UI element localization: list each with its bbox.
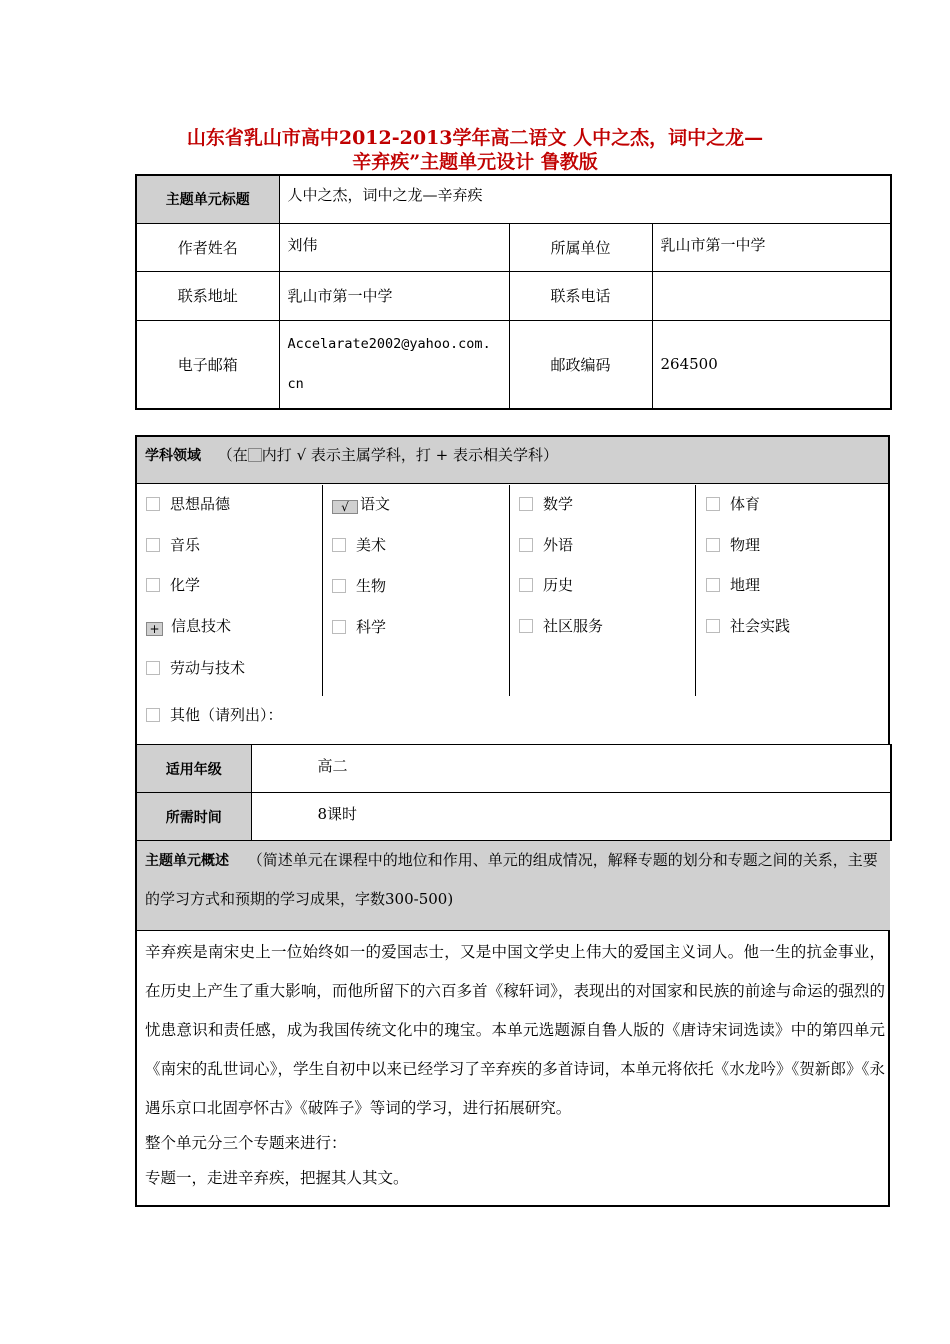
author-value: 刘伟 [279, 223, 509, 271]
checkbox-icon[interactable] [146, 708, 160, 722]
subject-option[interactable] [706, 494, 760, 514]
checkbox-icon[interactable] [146, 661, 160, 675]
checkbox-icon[interactable] [519, 578, 533, 592]
subject-label: 地理 [730, 576, 761, 594]
subject-label: 科学 [356, 618, 387, 636]
address-label: 联系地址 [136, 271, 279, 320]
checkbox-icon[interactable] [519, 538, 533, 552]
document-title-line-2: 辛弃疾”主题单元设计 鲁教版 [352, 151, 598, 173]
time-value: 8课时 [251, 793, 891, 841]
checkbox-icon[interactable] [519, 497, 533, 511]
subject-option[interactable] [146, 575, 200, 595]
subject-label: 社会实践 [730, 617, 791, 635]
subject-option[interactable] [706, 535, 760, 555]
summary-header [137, 841, 890, 931]
subject-option[interactable] [332, 576, 386, 596]
subject-option[interactable] [519, 535, 573, 555]
address-value: 乳山市第一中学 [279, 271, 509, 320]
checkbox-sample-icon [248, 448, 262, 462]
info-table [135, 174, 892, 410]
subject-option[interactable] [146, 658, 245, 678]
subject-option[interactable] [519, 494, 573, 514]
subject-area-header [137, 437, 888, 484]
checkbox-icon[interactable] [706, 538, 720, 552]
summary-paragraph: 辛弃疾是南宋史上一位始终如一的爱国志士，又是中国文学史上伟大的爱国主义词人。他一生的抗金事业，在历史上产生了重大影响，而他所留下的六百多首《稼轩词》，表现出的对国家和民族的前途与命运的强烈的忧患意识和责任感，成为我国传统文化中的瑰宝。本单元选题源自鲁人版的《唐诗宋词选读》中的第四单元《南宋的乱世词心》，学生自初中以来已经学习了辛弃疾的多首诗词，本单元将依托《水龙吟》《贺新郎》《永遇乐京口北固亭怀古》《破阵子》等词的学习，进行拓展研究。 [145, 943, 885, 1117]
subject-label: 物理 [730, 536, 761, 554]
subject-option[interactable] [146, 535, 200, 555]
zip-label: 邮政编码 [509, 320, 652, 409]
subject-option[interactable] [332, 535, 386, 555]
subject-area-instruction-1: （在 [217, 446, 248, 464]
subject-label: 信息技术 [171, 617, 232, 635]
checkbox-icon[interactable] [146, 578, 160, 592]
subject-label: 数学 [543, 495, 574, 513]
subject-option[interactable] [519, 616, 603, 636]
checkmark-checkbox-icon[interactable]: √ [332, 500, 358, 514]
subject-label: 生物 [356, 577, 387, 595]
subject-option-other[interactable] [146, 705, 283, 725]
subject-label: 外语 [543, 536, 574, 554]
time-label: 所需时间 [136, 793, 251, 841]
subject-option-checked[interactable] [332, 494, 390, 514]
subject-area-section [135, 435, 890, 745]
document-title-line-1: 山东省乳山市高中2012-2013学年高二语文 人中之杰，词中之龙— [186, 127, 764, 149]
plus-checkbox-icon[interactable]: + [146, 622, 163, 636]
subject-label: 音乐 [170, 536, 201, 554]
subject-option-related[interactable] [146, 616, 231, 636]
grade-label: 适用年级 [136, 745, 251, 793]
email-value-line-2: cn [287, 376, 304, 393]
subject-option[interactable] [706, 616, 790, 636]
checkbox-icon[interactable] [519, 619, 533, 633]
summary-instruction: （简述单元在课程中的地位和作用、单元的组成情况，解释专题的划分和专题之间的关系，主要的学习方式和预期的学习成果，字数300-500) [145, 851, 878, 908]
checkbox-icon[interactable] [706, 497, 720, 511]
subject-option[interactable] [519, 575, 573, 595]
email-value [279, 320, 509, 409]
subject-label: 化学 [170, 576, 201, 594]
summary-paragraph: 整个单元分三个专题来进行： [145, 1134, 347, 1152]
column-divider [509, 485, 510, 696]
email-value-line-1: Accelarate2002@yahoo.com. [287, 336, 491, 353]
checkbox-icon[interactable] [332, 620, 346, 634]
checkbox-icon[interactable] [332, 538, 346, 552]
checkbox-icon[interactable] [146, 538, 160, 552]
grade-value: 高二 [251, 745, 891, 793]
checkbox-icon[interactable] [332, 579, 346, 593]
subject-area-label: 学科领域 [145, 448, 201, 464]
phone-label: 联系电话 [509, 271, 652, 320]
subject-label: 历史 [543, 576, 574, 594]
subject-label: 劳动与技术 [170, 659, 246, 677]
summary-paragraph: 专题一，走进辛弃疾，把握其人其文。 [145, 1169, 409, 1187]
author-label: 作者姓名 [136, 223, 279, 271]
unit-value: 乳山市第一中学 [652, 223, 891, 271]
summary-label: 主题单元概述 [145, 853, 229, 869]
phone-value [652, 271, 891, 320]
column-divider [695, 485, 696, 696]
theme-label: 主题单元标题 [136, 175, 279, 223]
subject-other-label: 其他（请列出）： [170, 706, 283, 724]
subject-label: 思想品德 [170, 495, 231, 513]
subject-option[interactable] [332, 617, 386, 637]
summary-section [135, 840, 890, 1207]
zip-value: 264500 [652, 320, 891, 409]
checkbox-icon[interactable] [706, 578, 720, 592]
summary-body [145, 933, 885, 1193]
subject-label: 体育 [730, 495, 761, 513]
theme-value: 人中之杰，词中之龙—辛弃疾 [279, 175, 891, 223]
subject-label: 美术 [356, 536, 387, 554]
grade-table [135, 744, 892, 841]
subject-option[interactable] [146, 494, 230, 514]
unit-label: 所属单位 [509, 223, 652, 271]
column-divider [322, 485, 323, 696]
checkbox-icon[interactable] [146, 497, 160, 511]
subject-label: 社区服务 [543, 617, 604, 635]
subject-option[interactable] [706, 575, 760, 595]
checkbox-icon[interactable] [706, 619, 720, 633]
subject-area-instruction-2: 内打 √ 表示主属学科，打 + 表示相关学科） [261, 446, 558, 464]
email-label: 电子邮箱 [136, 320, 279, 409]
subject-label: 语文 [360, 495, 391, 513]
